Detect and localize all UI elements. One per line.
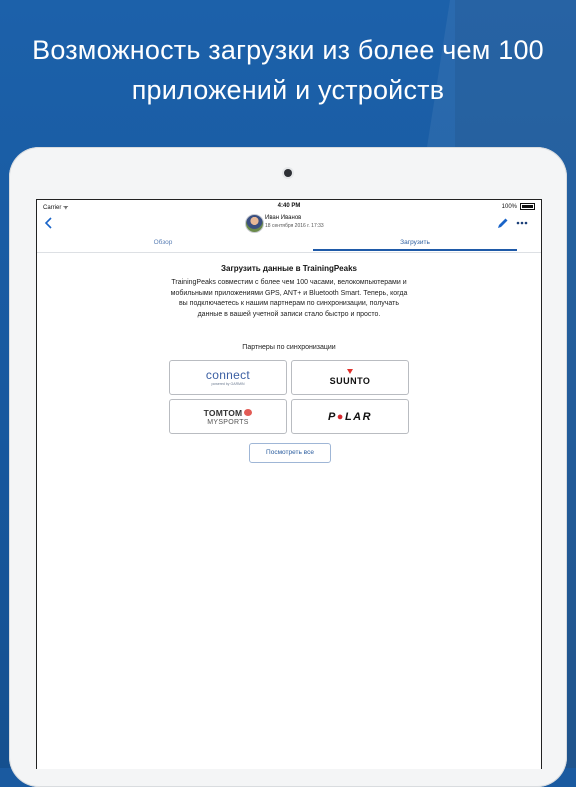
- athlete-name: Иван Иванов: [265, 215, 302, 221]
- upload-title: Загрузить данные в TrainingPeaks: [221, 264, 357, 273]
- polar-letters: LAR: [344, 410, 373, 423]
- partners-label: Партнеры по синхронизации: [242, 344, 336, 351]
- edit-button[interactable]: [497, 215, 511, 231]
- garmin-connect-logo: connect: [205, 368, 251, 382]
- tab-bar: [37, 236, 541, 253]
- status-bar: [37, 200, 541, 213]
- active-tab-indicator: [313, 249, 517, 251]
- suunto-word: SUUNTO: [329, 376, 371, 386]
- tomtom-hands-icon: [244, 409, 252, 416]
- battery-icon: [520, 203, 535, 210]
- navigation-bar: [37, 213, 541, 235]
- polar-o-icon: ●: [336, 410, 345, 423]
- more-button[interactable]: [516, 220, 530, 226]
- camera-icon: [284, 169, 292, 177]
- tab-upload[interactable]: Загрузить: [400, 239, 430, 246]
- polar-letter-p: P: [327, 410, 337, 423]
- carrier-text: Carrier: [43, 205, 62, 211]
- partner-tomtom[interactable]: [169, 399, 287, 434]
- partner-suunto[interactable]: [291, 360, 409, 395]
- suunto-triangle-icon: [347, 369, 353, 374]
- promo-headline: [0, 30, 576, 110]
- status-time: 4:40 PM: [277, 203, 301, 209]
- headline-line-1: Возможность загрузки из более чем 100: [32, 35, 544, 65]
- pencil-icon: [497, 217, 509, 229]
- tab-overview[interactable]: Обзор: [153, 239, 173, 246]
- headline-line-2: приложений и устройств: [131, 75, 445, 105]
- back-button[interactable]: [41, 213, 55, 233]
- upload-description: TrainingPeaks совместим с более чем 100 часами, велокомпьютерами и мобильными приложениями GPS, ANT+ и Bluetooth Smart. Теперь, когда вы подключаетесь к нашим партнерам по синхронизации, получать данные в вашей учетной записи стало быстро и просто.: [170, 279, 408, 318]
- polar-logo: [328, 411, 372, 423]
- avatar: [245, 214, 264, 233]
- battery-percent: 100%: [501, 203, 517, 210]
- garmin-connect-sub: powered by GARMIN: [211, 382, 245, 386]
- partner-garmin-connect[interactable]: [169, 360, 287, 395]
- chevron-left-icon: [44, 217, 52, 229]
- suunto-logo: [330, 369, 371, 386]
- see-all-button[interactable]: Посмотреть все: [249, 443, 331, 463]
- workout-date: 18 сентября 2016 г. 17:33: [265, 223, 324, 229]
- ellipsis-icon: [516, 221, 528, 225]
- tomtom-logo: [204, 408, 253, 418]
- app-screen: [36, 199, 542, 769]
- battery-status: [502, 203, 535, 210]
- partner-polar[interactable]: [291, 399, 409, 434]
- tomtom-mysports: MYSPORTS: [207, 418, 249, 426]
- wifi-icon: ᯤ: [63, 205, 69, 211]
- tomtom-word: TOMTOM: [203, 407, 243, 418]
